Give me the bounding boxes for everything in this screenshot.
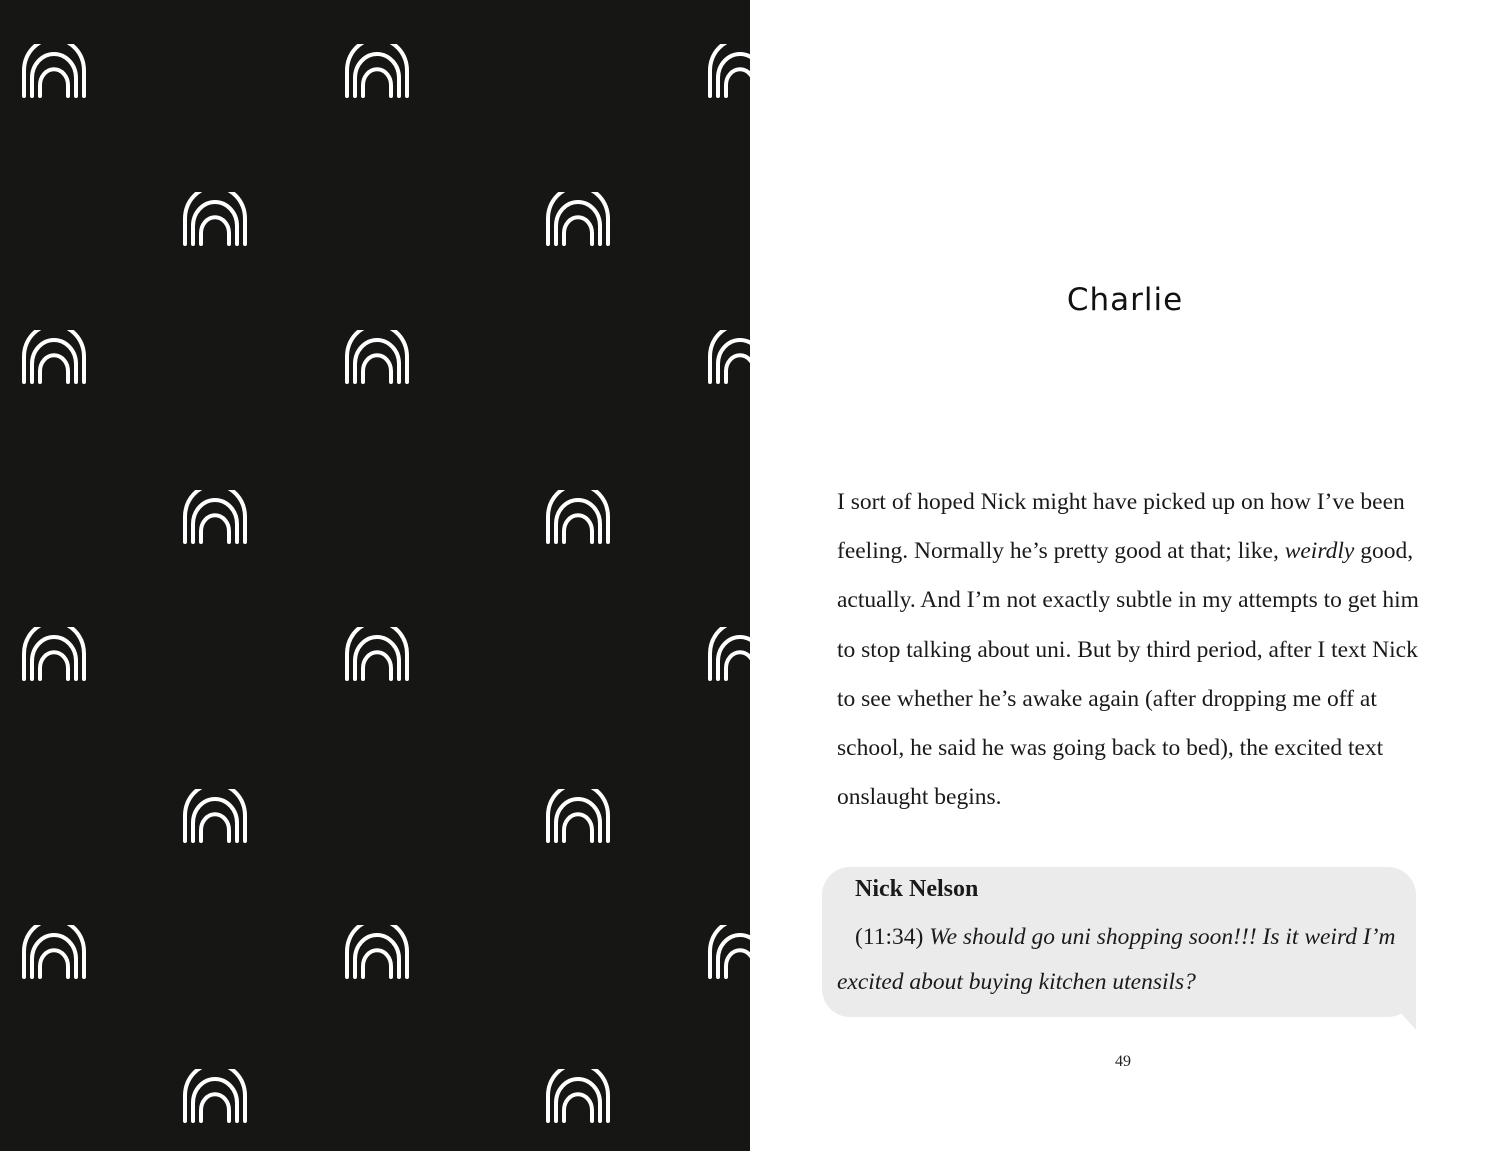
message-body xyxy=(837,915,1407,1005)
rainbow-icon xyxy=(343,627,411,683)
paragraph-emphasis: weirdly xyxy=(1284,538,1355,565)
text-page xyxy=(750,0,1500,1151)
rainbow-icon xyxy=(181,789,249,845)
message-text: We should go uni shopping soon!!! Is it weird I’m excited about buying kitchen utensils? xyxy=(837,924,1396,995)
chapter-title: Charlie xyxy=(1066,282,1184,318)
rainbow-icon xyxy=(706,627,750,683)
rainbow-icon xyxy=(544,789,612,845)
rainbow-icon xyxy=(20,627,88,683)
rainbow-icon xyxy=(544,1069,612,1125)
rainbow-icon xyxy=(343,925,411,981)
rainbow-icon xyxy=(706,44,750,100)
body-paragraph xyxy=(837,478,1427,822)
rainbow-icon xyxy=(181,192,249,248)
page-number: 49 xyxy=(1115,1053,1131,1070)
rainbow-icon xyxy=(544,490,612,546)
rainbow-icon xyxy=(343,330,411,386)
rainbow-icon xyxy=(20,44,88,100)
paragraph-text: I sort of hoped Nick might have picked up on how I’ve been feeling. Normally he’s pretty good at that; like, xyxy=(837,489,1405,565)
rainbow-icon xyxy=(706,925,750,981)
message-sender: Nick Nelson xyxy=(855,876,979,902)
rainbow-icon xyxy=(181,1069,249,1125)
rainbow-icon xyxy=(20,925,88,981)
rainbow-icon xyxy=(20,330,88,386)
rainbow-icon xyxy=(343,44,411,100)
rainbow-icon xyxy=(544,192,612,248)
rainbow-icon xyxy=(181,490,249,546)
rainbow-icon xyxy=(706,330,750,386)
paragraph-text: good, actually. And I’m not exactly subtle in my attempts to get him to stop talking about uni. But by third period, after I text Nick to see whether he’s awake again (after dropping me off at school, he said he was going back to bed), the excited text onslaught begins. xyxy=(837,538,1419,811)
message-time: (11:34) xyxy=(855,924,924,950)
